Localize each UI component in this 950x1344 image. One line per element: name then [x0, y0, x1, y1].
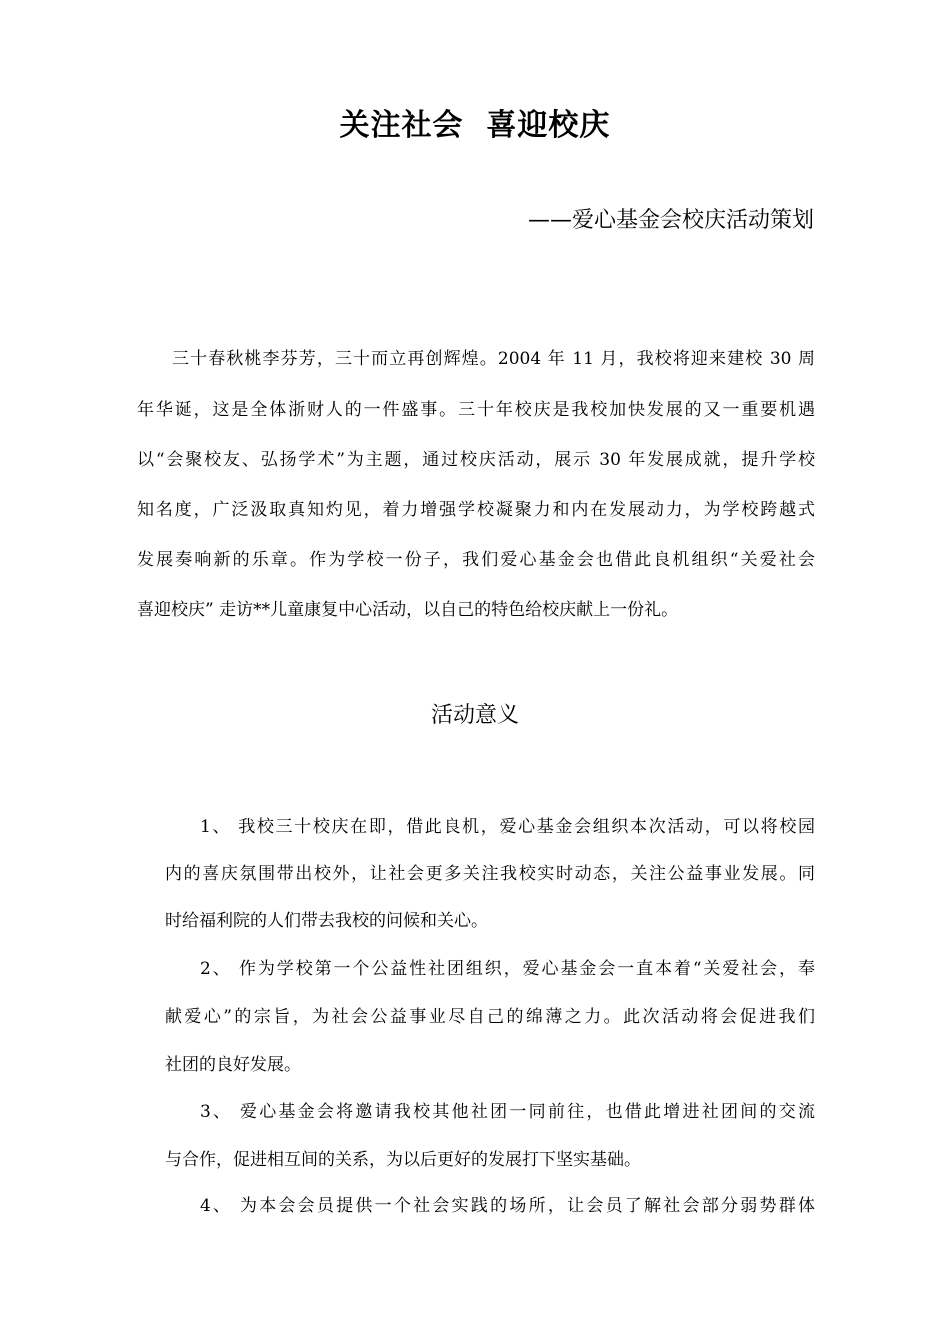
- list-item-line: 社团的良好发展。: [165, 1055, 301, 1075]
- list-item-line: 内的喜庆氛围带出校外，让社会更多关注我校实时动态，关注公益事业发展。同: [165, 864, 815, 884]
- intro-line: 喜迎校庆” 走访**儿童康复中心活动，以自己的特色给校庆献上一份礼。: [137, 600, 679, 620]
- intro-line: 发展奏响新的乐章。作为学校一份子，我们爱心基金会也借此良机组织“关爱社会: [137, 550, 815, 570]
- document-subtitle: ——爱心基金会校庆活动策划: [527, 208, 814, 233]
- list-item-line: 时给福利院的人们带去我校的问候和关心。: [165, 911, 488, 931]
- list-item-line: 3、 爱心基金会将邀请我校其他社团一同前往，也借此增进社团间的交流: [200, 1102, 815, 1122]
- section-heading: 活动意义: [430, 703, 519, 728]
- list-item-line: 4、 为本会会员提供一个社会实践的场所，让会员了解社会部分弱势群体: [200, 1196, 815, 1216]
- intro-line: 知名度，广泛汲取真知灼见，着力增强学校凝聚力和内在发展动力，为学校跨越式: [137, 500, 815, 520]
- intro-line: 三十春秋桃李芬芳，三十而立再创辉煌。2004 年 11 月，我校将迎来建校 30 周: [172, 349, 815, 369]
- intro-line: 年华诞，这是全体浙财人的一件盛事。三十年校庆是我校加快发展的又一重要机遇: [137, 400, 815, 420]
- list-item-line: 献爱心”的宗旨，为社会公益事业尽自己的绵薄之力。此次活动将会促进我们: [165, 1007, 815, 1027]
- list-item-line: 与合作，促进相互间的关系，为以后更好的发展打下坚实基础。: [165, 1150, 641, 1170]
- list-item-line: 2、 作为学校第一个公益性社团组织，爱心基金会一直本着“关爱社会，奉: [200, 959, 815, 979]
- intro-line: 以“会聚校友、弘扬学术”为主题，通过校庆活动，展示 30 年发展成就，提升学校: [137, 450, 815, 470]
- document-title: 关注社会 喜迎校庆: [339, 108, 611, 143]
- list-item-line: 1、 我校三十校庆在即，借此良机，爱心基金会组织本次活动，可以将校园: [200, 817, 815, 837]
